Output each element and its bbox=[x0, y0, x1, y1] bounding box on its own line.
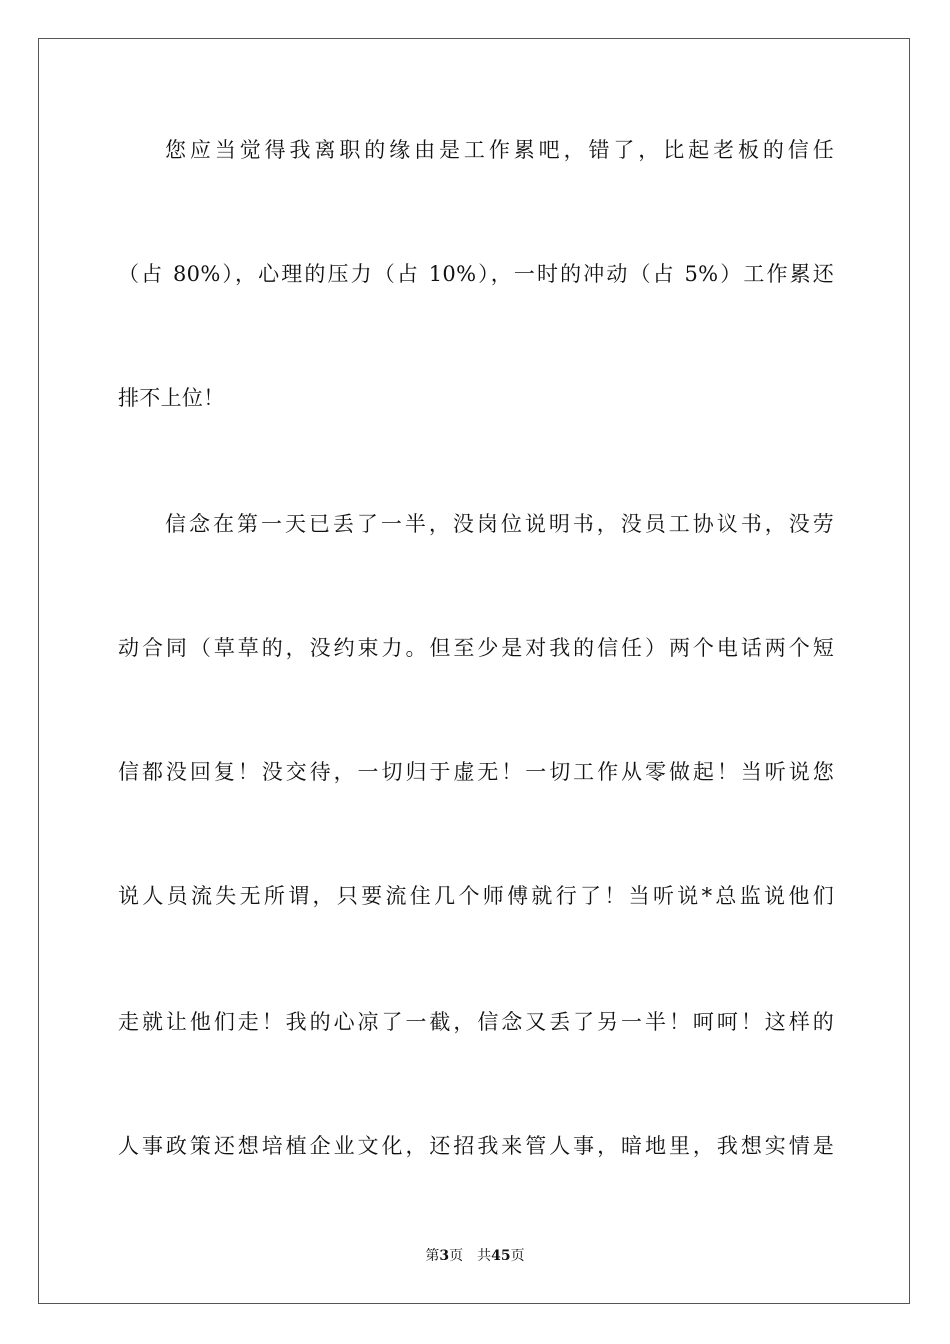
footer-page-prefix: 第 bbox=[425, 1248, 440, 1264]
page-border bbox=[38, 38, 910, 1304]
paragraph-2-line-4: 说人员流失无所谓，只要流住几个师傅就行了！当听说*总监说他们 bbox=[118, 884, 834, 908]
paragraph-1-line-1: 您应当觉得我离职的缘由是工作累吧，错了，比起老板的信任 bbox=[165, 138, 834, 162]
paragraph-2-line-5: 走就让他们走！我的心凉了一截，信念又丢了另一半！呵呵！这样的 bbox=[118, 1010, 834, 1034]
paragraph-1-line-2: （占 80%），心理的压力（占 10%），一时的冲动（占 5%）工作累还 bbox=[118, 262, 834, 286]
footer-total-prefix: 共 bbox=[477, 1248, 492, 1264]
paragraph-2-line-3: 信都没回复！没交待，一切归于虚无！一切工作从零做起！当听说您 bbox=[118, 760, 834, 784]
paragraph-2-line-6: 人事政策还想培植企业文化，还招我来管人事，暗地里，我想实情是 bbox=[118, 1134, 834, 1158]
footer-page-number: 3 bbox=[439, 1248, 450, 1264]
page-footer bbox=[0, 1246, 950, 1266]
footer-total-suffix: 页 bbox=[510, 1248, 525, 1264]
footer-total-pages: 45 bbox=[491, 1248, 511, 1264]
paragraph-2-line-2: 动合同（草草的，没约束力。但至少是对我的信任）两个电话两个短 bbox=[118, 636, 834, 660]
footer-page-suffix: 页 bbox=[449, 1248, 464, 1264]
paragraph-1-line-3: 排不上位！ bbox=[118, 386, 225, 410]
paragraph-2-line-1: 信念在第一天已丢了一半，没岗位说明书，没员工协议书，没劳 bbox=[165, 512, 834, 536]
